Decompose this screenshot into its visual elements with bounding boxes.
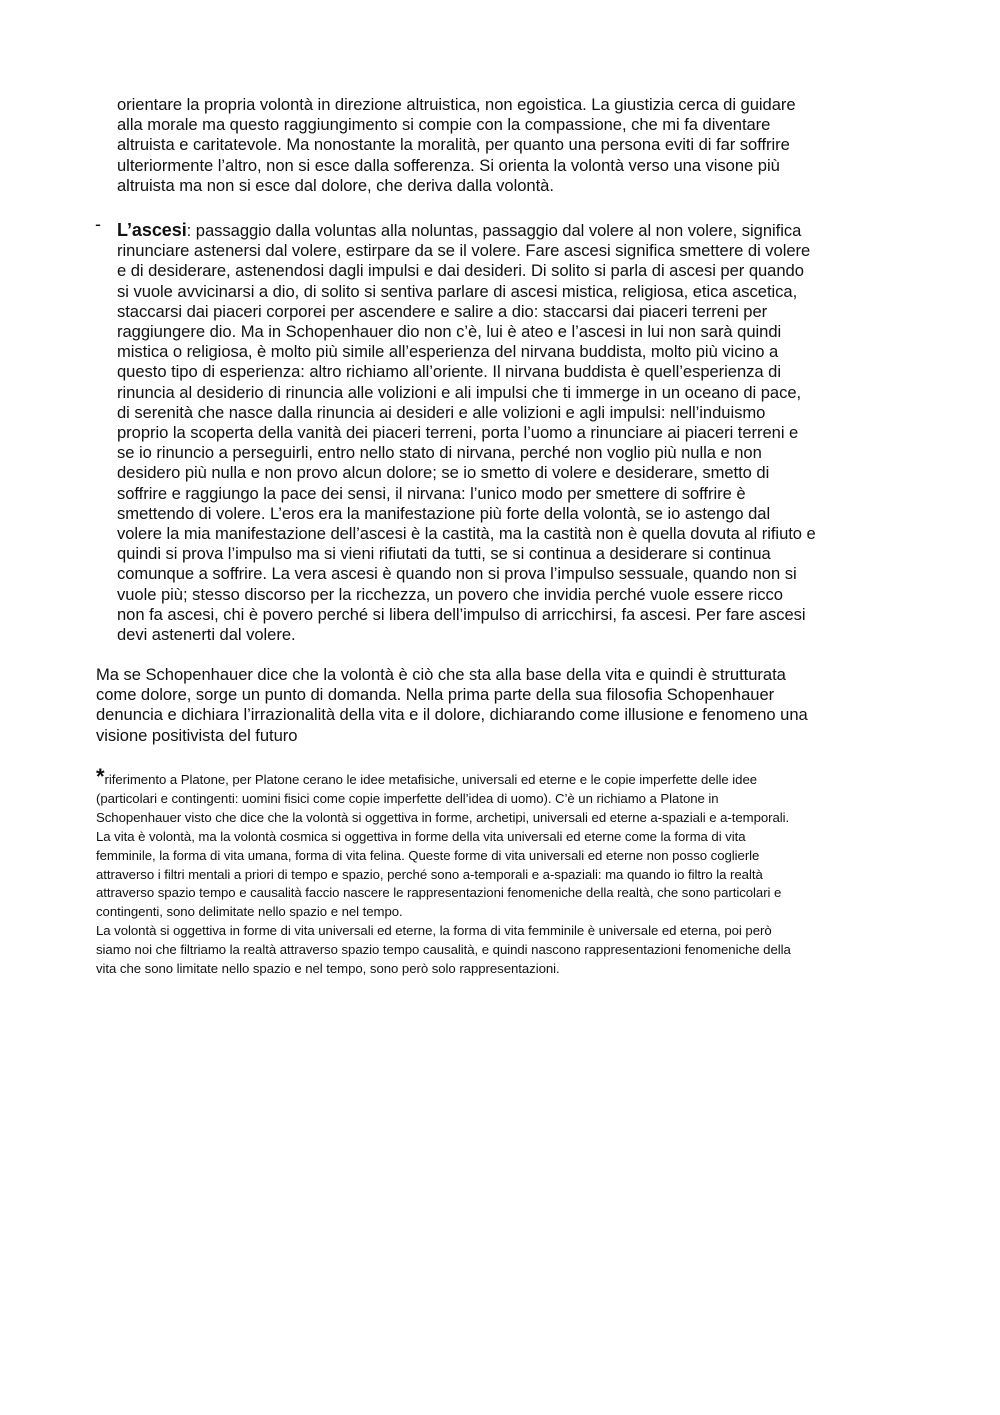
ascesi-line: smettendo di volere. L’eros era la manifestazione più forte della volontà, se io astengo dal <box>117 503 771 523</box>
ascesi-line: questo tipo di esperienza: altro richiamo all’oriente. Il nirvana buddista è quell’esperienza di <box>117 362 781 382</box>
ascesi-line: se io rinuncio a perseguirli, entro nello stato di nirvana, perché non voglio più nulla e non <box>117 443 762 463</box>
footnote-line: contingenti, sono delimitate nello spazio e nel tempo. <box>96 904 403 920</box>
footnote-line: Schopenhauer visto che dice che la volontà si oggettiva in forme, archetipi, universali ed eterne a-spaziali e a-temporali. <box>96 809 790 825</box>
footnote-line: La vita è volontà, ma la volontà cosmica si oggettiva in forme della vita universali ed eterne come la forma di vita <box>96 828 746 844</box>
ascesi-line: comunque a soffrire. La vera ascesi è quando non si prova l’impulso sessuale, quando non si <box>117 564 797 584</box>
ascesi-paragraph <box>117 220 816 645</box>
ascesi-line: vuole più; stesso discorso per la ricchezza, un povero che invidia perché vuole essere ricco <box>117 584 783 604</box>
ascesi-line: volere la mia manifestazione dell’ascesi è la castità, ma la castità non è quella dovuta al rifiuto e <box>117 524 816 544</box>
conclusion-paragraph <box>96 665 808 746</box>
intro-paragraph <box>117 95 796 196</box>
intro-line: orientare la propria volontà in direzione altruistica, non egoistica. La giustizia cerca di guidare <box>117 95 796 114</box>
ascesi-line: soffrire e raggiungo la pace dei sensi, il nirvana: l’unico modo per smettere di soffrire è <box>117 483 746 503</box>
conclusion-line: Ma se Schopenhauer dice che la volontà è ciò che sta alla base della vita e quindi è strutturata <box>96 665 786 684</box>
footnote-line: La volontà si oggettiva in forme di vita universali ed eterne, la forma di vita femminile è universale ed eterna, poi però <box>96 923 772 939</box>
ascesi-line: devi astenerti dal volere. <box>117 625 296 645</box>
footnote-line: attraverso spazio tempo e causalità faccio nascere le rappresentazioni fenomeniche della realtà, che sono particolari e <box>96 885 782 901</box>
ascesi-line: raggiungere dio. Ma in Schopenhauer dio non c’è, lui è ateo e l’ascesi in lui non sarà quindi <box>117 322 782 342</box>
ascesi-line: desidero più nulla e non provo alcun dolore; se io smetto di volere e desiderare, smetto di <box>117 463 770 483</box>
ascesi-first-line <box>117 220 816 241</box>
footnote-first-line-text: riferimento a Platone, per Platone cerano le idee metafisiche, universali ed eterne e le copie imperfette delle idee <box>104 772 758 787</box>
footnote-first-line <box>96 764 791 790</box>
ascesi-line: rinunciare astenersi dal volere, estirpare da se il volere. Fare ascesi significa smettere di volere <box>117 241 811 261</box>
ascesi-line: proprio la scoperta della vanità dei piaceri terreni, porta l’uomo a rinunciare ai piaceri terreni e <box>117 423 799 443</box>
ascesi-line: e di desiderare, astenendosi dagli impulsi e dai desideri. Di solito si parla di ascesi per quando <box>117 261 804 281</box>
footnote-line: attraverso i filtri mentali a priori di tempo e spazio, perché sono a-temporali e a-spaziali: ma quando io filtro la realtà <box>96 866 763 882</box>
ascesi-line: quindi si prova l’impulso ma si vieni rifiutati da tutti, se si continua a desiderare si continua <box>117 544 771 564</box>
ascesi-first-line-text: : passaggio dalla voluntas alla noluntas, passaggio dal volere al non volere, significa <box>186 221 802 240</box>
ascesi-line: non fa ascesi, chi è povero perché si libera dell’impulso di arricchirsi, fa ascesi. Per fare ascesi <box>117 604 806 624</box>
conclusion-line: denuncia e dichiara l’irrazionalità della vita e il dolore, dichiarando come illusione e fenomeno una <box>96 705 808 725</box>
ascesi-line: mistica o religiosa, è molto più simile all’esperienza del nirvana buddista, molto più vicino a <box>117 342 779 362</box>
intro-line: altruista ma non si esce dal dolore, che deriva dalla volontà. <box>117 175 554 195</box>
conclusion-line: come dolore, sorge un punto di domanda. Nella prima parte della sua filosofia Schopenhauer <box>96 685 775 705</box>
ascesi-term: L’ascesi <box>117 220 187 240</box>
footnote-line: siamo noi che filtriamo la realtà attraverso spazio tempo causalità, e quindi nascono rappresentazioni fenomeniche della <box>96 942 791 958</box>
ascesi-line: si vuole avvicinarsi a dio, di solito si sentiva parlare di ascesi mistica, religiosa, etica ascetica, <box>117 281 798 301</box>
conclusion-line: visione positivista del futuro <box>96 725 298 745</box>
ascesi-line: di serenità che nasce dalla rinuncia ai desideri e alle volizioni e agli impulsi: nell’induismo <box>117 402 766 422</box>
footnote <box>96 764 791 979</box>
intro-line: ulteriormente l’altro, non si esce dalla sofferenza. Si orienta la volontà verso una visone più <box>117 155 780 175</box>
bullet-dash: - <box>95 214 101 234</box>
footnote-line: vita che sono limitate nello spazio e nel tempo, sono però solo rappresentazioni. <box>96 961 560 977</box>
ascesi-line: staccarsi dai piaceri corporei per ascendere e salire a dio: staccarsi dai piaceri terreni per <box>117 301 768 321</box>
intro-line: altruista e caritatevole. Ma nonostante la moralità, per quanto una persona eviti di far soffrire <box>117 135 790 155</box>
footnote-line: femminile, la forma di vita umana, forma di vita felina. Queste forme di vita universali ed eterne non posso coglierle <box>96 847 760 863</box>
ascesi-line: rinuncia al desiderio di rinuncia alle volizioni e ali impulsi che ti immerge in un oceano di pace, <box>117 382 802 402</box>
footnote-line: (particolari e contingenti: uomini fisici come copie imperfette dell’idea di uomo). C’è un richiamo a Platone in <box>96 790 719 806</box>
intro-line: alla morale ma questo raggiungimento si compie con la compassione, che mi fa diventare <box>117 115 771 135</box>
footnote-asterisk: * <box>96 764 105 789</box>
